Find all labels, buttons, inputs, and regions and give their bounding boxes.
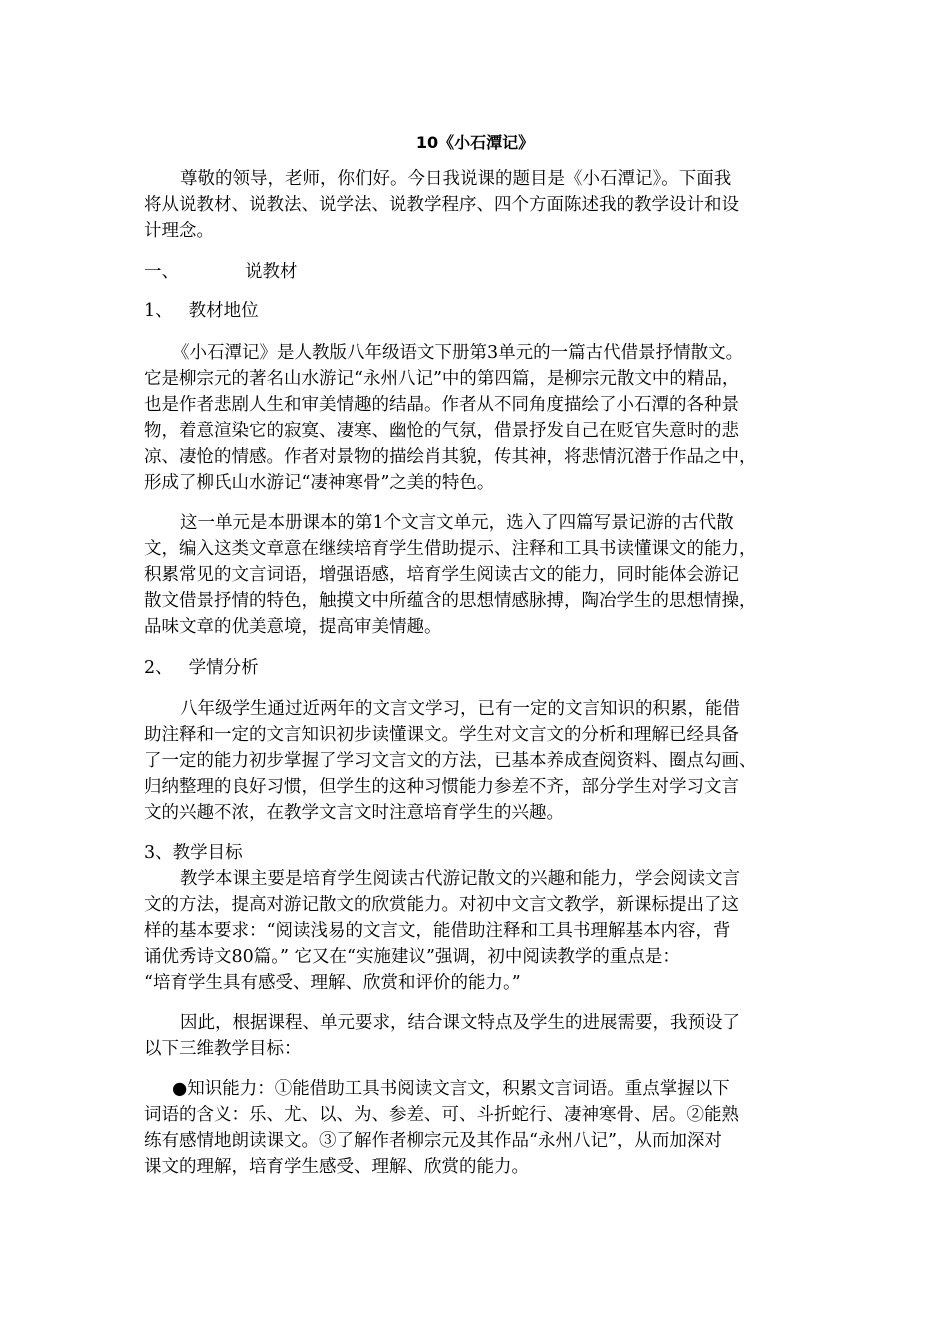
text-line: 助注释和一定的文言知识初步读懂课文。学生对文言文的分析和理解已经具备 (144, 725, 739, 745)
text-line: 文的方法，提高对游记散文的欣赏能力。对初中文言文教学，新课标提出了这 (144, 895, 739, 915)
section-heading (144, 259, 298, 285)
text-line: 练有感情地朗读课文。③了解作者柳宗元及其作品“永州八记”，从而加深对 (144, 1131, 722, 1151)
subsection-heading (144, 298, 259, 324)
text-line: 也是作者悲剧人生和审美情趣的结晶。作者从不同角度描绘了小石潭的各种景 (144, 395, 739, 415)
text-line: 八年级学生通过近两年的文言文学习，已有一定的文言知识的积累，能借 (180, 699, 740, 719)
text-line: 词语的含义：乐、尤、以、为、参差、可、斗折蛇行、凄神寒骨、居。②能熟 (144, 1105, 739, 1125)
section-number: 一、 (144, 262, 179, 282)
text-line: 教学本课主要是培育学生阅读古代游记散文的兴趣和能力，学会阅读文言 (180, 869, 740, 889)
subsection-number: 2、 (144, 658, 173, 678)
text-line: 品味文章的优美意境，提高审美情趣。 (144, 617, 442, 637)
subsection-title: 教材地位 (188, 301, 259, 321)
text-line: 形成了柳氏山水游记“凄神寒骨”之美的特色。 (144, 473, 495, 493)
text-line: “培育学生具有感受、理解、欣赏和评价的能力。” (144, 973, 521, 993)
text-line: 它是柳宗元的著名山水游记“永州八记”中的第四篇，是柳宗元散文中的精品， (144, 369, 740, 389)
text-line: 了一定的能力初步掌握了学习文言文的方法，已基本养成查阅资料、圈点勾画、 (144, 751, 757, 771)
text-line: 因此，根据课程、单元要求，结合课文特点及学生的进展需要，我预设了 (180, 1013, 740, 1033)
text-line: 尊敬的领导，老师，你们好。今日我说课的题目是《小石潭记》。下面我 (180, 169, 732, 189)
subsection-number: 1、 (144, 301, 173, 321)
text-line: 以下三维教学目标： (144, 1039, 302, 1059)
text-line: 计理念。 (144, 221, 214, 241)
text-line: 凉、凄怆的情感。作者对景物的描绘肖其貌，传其神，将悲情沉潜于作品之中， (144, 447, 757, 467)
text-line: 归纳整理的良好习惯，但学生的这种习惯能力参差不齐，部分学生对学习文言 (144, 777, 739, 797)
text-line: 文，编入这类文章意在继续培育学生借助提示、注释和工具书读懂课文的能力， (144, 539, 757, 559)
text-line: ●知识能力：①能借助工具书阅读文言文，积累文言词语。重点掌握以下 (172, 1079, 730, 1099)
text-line: 文的兴趣不浓，在教学文言文时注意培育学生的兴趣。 (144, 803, 564, 823)
text-line: 将从说教材、说教法、说学法、说教学程序、四个方面陈述我的教学设计和设 (144, 195, 739, 215)
text-line: 物，着意渲染它的寂寞、凄寒、幽怆的气氛，借景抒发自己在贬官失意时的悲 (144, 421, 739, 441)
section-title: 说教材 (245, 262, 298, 282)
text-line: 这一单元是本册课本的第1个文言文单元，选入了四篇写景记游的古代散 (180, 513, 734, 533)
subsection-heading: 3、教学目标 (144, 843, 243, 863)
subsection-title: 学情分析 (188, 658, 259, 678)
text-line: 《小石潭记》是人教版八年级语文下册第3单元的一篇古代借景抒情散文。 (172, 343, 744, 363)
subsection-heading (144, 655, 259, 681)
text-line: 课文的理解，培育学生感受、理解、欣赏的能力。 (144, 1157, 529, 1177)
text-line: 积累常见的文言词语，增强语感，培育学生阅读古文的能力，同时能体会游记 (144, 565, 739, 585)
text-line: 样的基本要求：“阅读浅易的文言文，能借助注释和工具书理解基本内容，背 (144, 921, 731, 941)
text-line: 散文借景抒情的特色，触摸文中所蕴含的思想情感脉搏，陶冶学生的思想情操， (144, 591, 757, 611)
text-line: 诵优秀诗文80篇。” 它又在“实施建议”强调，初中阅读教学的重点是： (144, 947, 680, 967)
document-title: 10《小石潭记》 (415, 133, 535, 152)
